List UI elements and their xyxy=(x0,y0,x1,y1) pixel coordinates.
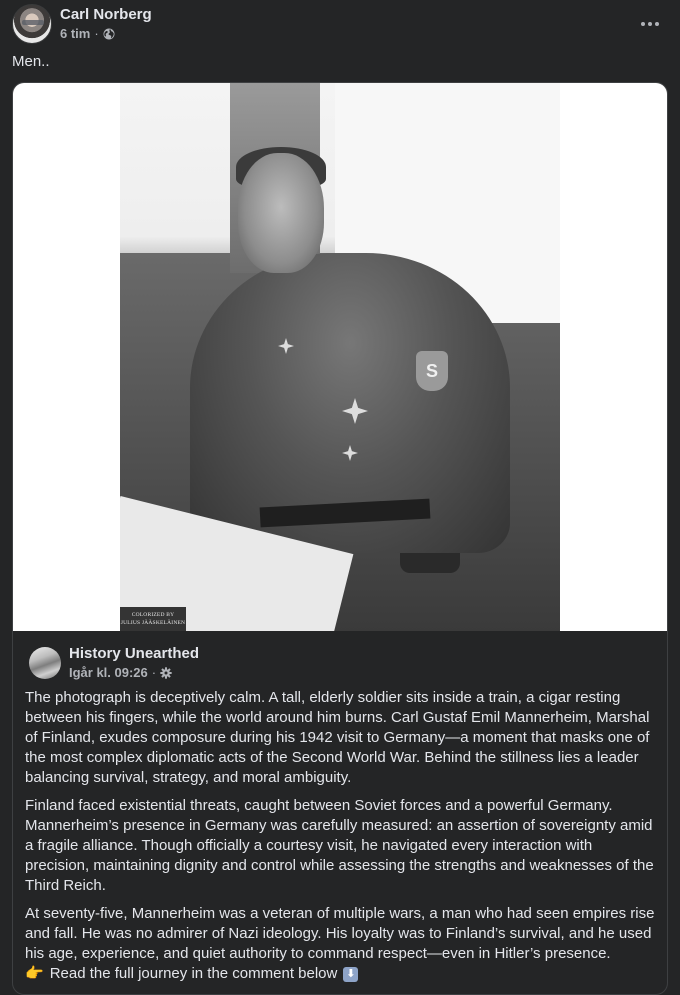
paragraph-3: At seventy-five, Mannerheim was a veteran of multiple wars, a man who had seen empires rise and fall. He was no admirer of Nazi ideology. His loyalty was to Finland’s survival, and he used his age, experience, and quiet authority to command respect—even in Hitler’s presence. xyxy=(25,905,655,962)
more-options-button[interactable] xyxy=(636,14,664,34)
paragraph-2: Finland faced existential threats, caught between Soviet forces and a powerful Germany. Mannerheim’s presence in Germany was carefully measured: an assertion of sovereignty amid a fragile alliance. Though officially a courtesy visit, he navigated every interaction with precision, maintaining dignity and control while assessing the strengths and weaknesses of the Third Reich. xyxy=(25,797,654,894)
shared-page-header xyxy=(29,645,199,681)
shared-photo-container[interactable] xyxy=(13,83,667,631)
cta-text: Read the full journey in the comment below xyxy=(49,965,338,982)
down-arrow-icon: ⬇ xyxy=(343,967,358,982)
author-avatar[interactable] xyxy=(12,4,52,44)
shared-post-timestamp[interactable]: Igår kl. 09:26 xyxy=(69,665,148,680)
post-text: Men.. xyxy=(12,53,50,70)
shared-post-card[interactable] xyxy=(12,82,668,995)
cta-line xyxy=(25,964,659,984)
photo-head xyxy=(238,153,324,273)
photo-watermark xyxy=(120,607,186,631)
pointing-hand-icon: 👉 xyxy=(25,965,44,982)
post-meta xyxy=(60,26,152,42)
post-header xyxy=(12,4,680,44)
more-horizontal-icon xyxy=(641,22,645,26)
shared-post-text xyxy=(25,688,659,984)
page-avatar[interactable] xyxy=(29,647,61,679)
page-info xyxy=(69,645,199,681)
globe-icon[interactable] xyxy=(103,28,115,40)
shared-post-meta xyxy=(69,665,199,681)
separator: · xyxy=(94,26,99,41)
watermark-line-2: JULIUS JÄÄSKELÄINEN xyxy=(120,620,186,626)
gear-icon[interactable] xyxy=(160,667,172,679)
paragraph-1: The photograph is deceptively calm. A tall, elderly soldier sits inside a train, a cigar resting between his fingers, while the world around him burns. Carl Gustaf Emil Mannerheim, Marshal of Finland, exudes composure during his 1942 visit to Germany—a moment that masks one of the most complex diplomatic acts of the Second World War. Behind the stillness lies a leader balancing survival, strategy, and moral ambiguity. xyxy=(25,689,650,786)
author-block xyxy=(60,6,152,42)
separator: · xyxy=(151,665,157,680)
page-name[interactable]: History Unearthed xyxy=(69,645,200,662)
shared-photo[interactable] xyxy=(120,83,560,631)
dot xyxy=(655,22,659,26)
author-name[interactable]: Carl Norberg xyxy=(60,6,152,23)
watermark-line-1: COLORIZED BY xyxy=(131,612,175,618)
shoulder-patch: S xyxy=(416,351,448,391)
post-timestamp[interactable]: 6 tim xyxy=(60,26,91,41)
dot xyxy=(648,22,652,26)
